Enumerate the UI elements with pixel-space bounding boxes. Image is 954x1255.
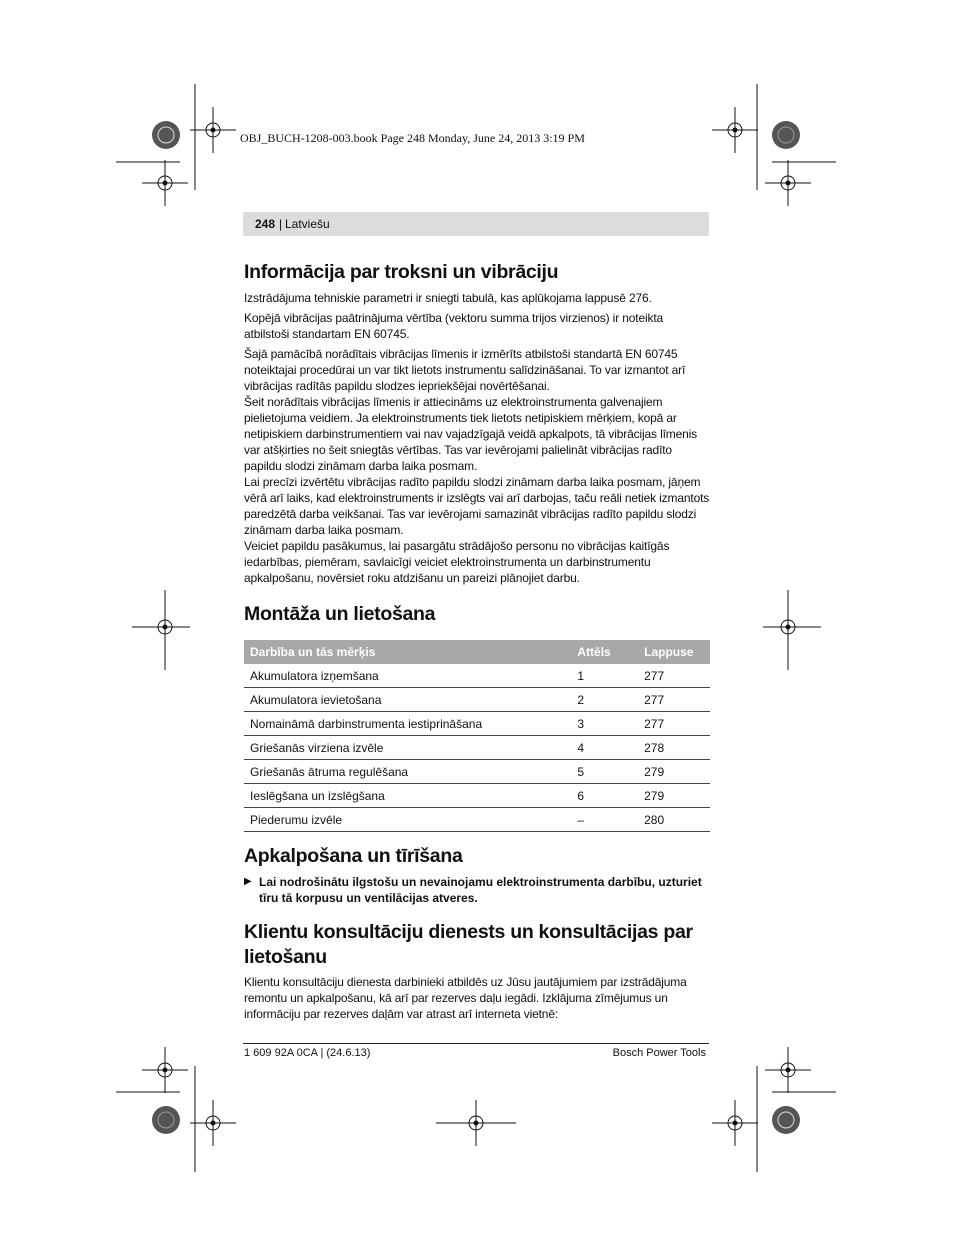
bullet-arrow-icon: ▶	[244, 876, 252, 887]
table-row	[244, 808, 710, 832]
table-cell: Nomaināmā darbinstrumenta iestiprināšana	[244, 712, 571, 736]
table-cell: 5	[571, 760, 638, 784]
header-separator: |	[279, 217, 283, 231]
section-title-service: Klientu konsultāciju dienests un konsultācijas par lietošanu	[244, 921, 693, 968]
section-title-noise: Informācija par troksni un vibrāciju	[244, 261, 559, 283]
column-header: Attēls	[571, 640, 638, 664]
table-header-row	[244, 640, 710, 664]
table-cell: Akumulatora izņemšana	[244, 664, 571, 688]
page-number: 248	[255, 217, 276, 231]
header-language: Latviešu	[285, 217, 330, 231]
table-row	[244, 784, 710, 808]
table-cell: 280	[638, 808, 710, 832]
table-cell: Griešanās virziena izvēle	[244, 736, 571, 760]
column-header: Darbība un tās mērķis	[244, 640, 571, 664]
section-title-maintenance: Apkalpošana un tīrīšana	[244, 845, 463, 867]
table-cell: 279	[638, 760, 710, 784]
footer-divider	[243, 1043, 709, 1044]
page-content	[244, 258, 710, 1022]
paragraph: Kopējā vibrācijas paātrinājuma vērtība (vektoru summa trijos virzienos) ir noteikta atbilstoši standartam EN 60745.	[244, 311, 664, 341]
section-title-assembly: Montāža un lietošana	[244, 603, 436, 625]
table-cell: 3	[571, 712, 638, 736]
table-row	[244, 736, 710, 760]
paragraph: Šeit norādītais vibrācijas līmenis ir attiecināms uz elektroinstrumenta galvenajiem pielietojuma veidiem. Ja elektroinstruments tiek lietots netipiskiem mērķiem, kopā ar netipiskiem darbinstrumentiem vai nav vajadzīgajā veidā apkalpots, tā vibrācijas līmenis var atšķirties no šeit sniegtās vērtības. Tas var ievērojami palielināt vibrācijas radīto papildu slodzi zināmam darba laika posmam.	[244, 395, 698, 473]
paragraph: Klientu konsultāciju dienesta darbinieki atbildēs uz Jūsu jautājumiem par izstrādājuma remontu un apkalpošanu, kā arī par rezerves daļu iegādi. Izklājuma zīmējumus un informāciju par rezerves daļām var atrast arī interneta vietnē:	[244, 975, 687, 1021]
table-row	[244, 760, 710, 784]
table-cell: Akumulatora ievietošana	[244, 688, 571, 712]
table-row	[244, 664, 710, 688]
table-cell: 277	[638, 688, 710, 712]
table-cell: 2	[571, 688, 638, 712]
operations-table	[244, 640, 710, 832]
paragraph: Veiciet papildu pasākumus, lai pasargātu strādājošo personu no vibrācijas kaitīgās iedarbības, piemēram, savlaicīgi veiciet elektroinstrumenta un darbinstrumentu apkalpošanu, novērsiet roku atdzišanu un pareizi plānojiet darbu.	[244, 539, 670, 585]
bullet-text: Lai nodrošinātu ilgstošu un nevainojamu elektroinstrumenta darbību, uzturiet tīru tā korpusu un ventilācijas atveres.	[259, 875, 702, 905]
footer-document-code: 1 609 92A 0CA | (24.6.13)	[244, 1047, 371, 1059]
table-cell: 1	[571, 664, 638, 688]
bullet-item	[244, 874, 710, 906]
paragraph: Lai precīzi izvērtētu vibrācijas radīto papildu slodzi zināmam darba laika posmam, jāņem vērā arī laiks, kad elektroinstruments ir izslēgts vai arī darbojas, taču reāli netiek izmantots paredzētā darba veikšanai. Tas var ievērojami samazināt vibrācijas radīto papildu slodzi zināmam darba laika posmam.	[244, 475, 710, 537]
table-cell: 277	[638, 712, 710, 736]
paragraph: Šajā pamācībā norādītais vibrācijas līmenis ir izmērīts atbilstoši standartā EN 60745 noteiktajai procedūrai un var tikt lietots instrumentu salīdzināšanai. To var izmantot arī vibrācijas radītās papildu slodzes iepriekšējai novērtēšanai.	[244, 347, 686, 393]
table-cell: 278	[638, 736, 710, 760]
table-cell: Griešanās ātruma regulēšana	[244, 760, 571, 784]
table-cell: Ieslēgšana un izslēgšana	[244, 784, 571, 808]
print-job-info: OBJ_BUCH-1208-003.book Page 248 Monday, June 24, 2013 3:19 PM	[240, 131, 585, 145]
table-cell: –	[571, 808, 638, 832]
table-cell: 279	[638, 784, 710, 808]
paragraph: Izstrādājuma tehniskie parametri ir sniegti tabulā, kas aplūkojama lappusē 276.	[244, 291, 652, 305]
footer-brand: Bosch Power Tools	[612, 1047, 706, 1059]
table-cell: Piederumu izvēle	[244, 808, 571, 832]
table-row	[244, 712, 710, 736]
table-row	[244, 688, 710, 712]
page-header	[243, 212, 709, 236]
table-cell: 6	[571, 784, 638, 808]
table-cell: 4	[571, 736, 638, 760]
table-cell: 277	[638, 664, 710, 688]
column-header: Lappuse	[638, 640, 710, 664]
